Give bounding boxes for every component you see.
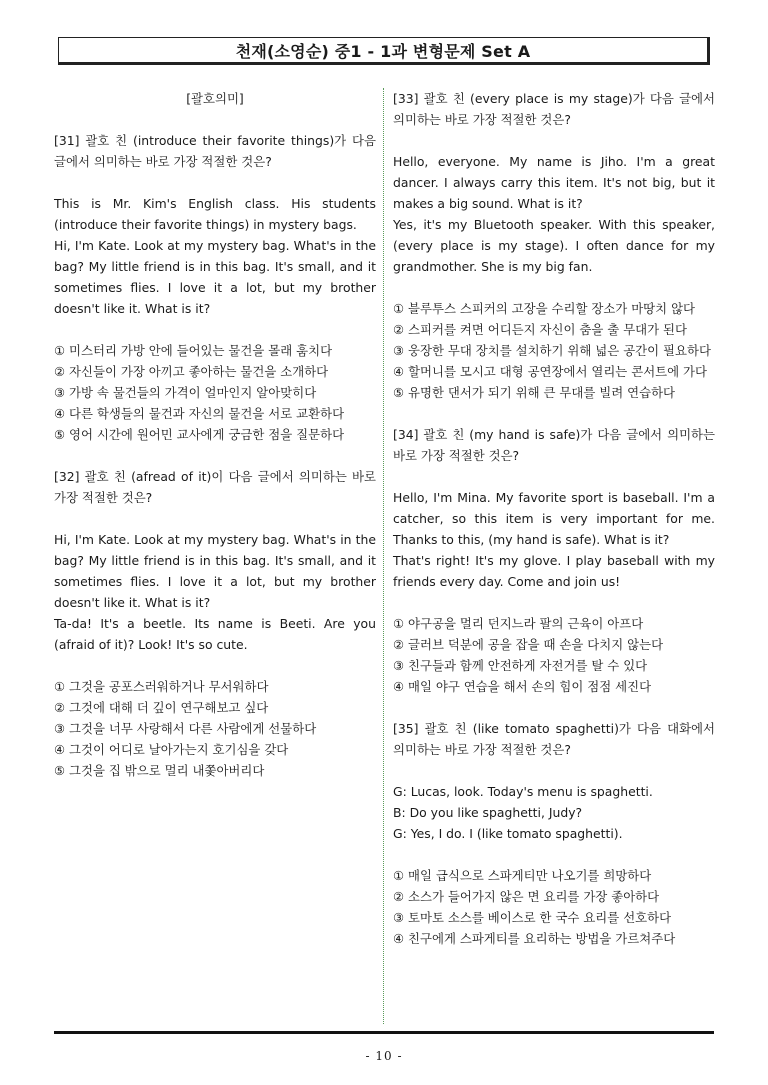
text-line: G: Lucas, look. Today's menu is spaghetti. [393,784,653,799]
text-line: ③ 그것을 너무 사랑해서 다른 사람에게 선물하다 [54,721,317,736]
text-line: ⑤ 영어 시간에 원어민 교사에게 궁금한 점을 질문하다 [54,427,345,442]
text-line: Hello, I'm Mina. My favorite sport is baseball. I'm a catcher, so this item is very important for me. Thanks to this, (my hand is safe). What is it? [393,490,715,547]
text-line: ③ 토마토 소스를 베이스로 한 국수 요리를 선호하다 [393,910,672,925]
left-column [54,88,376,781]
text-line: G: Yes, I do. I (like tomato spaghetti). [393,826,623,841]
text-line: ① 야구공을 멀리 던지느라 팔의 근육이 아프다 [393,616,644,631]
text-line: [34] 괄호 친 (my hand is safe)가 다음 글에서 의미하는 바로 가장 적절한 것은? [393,427,715,463]
spacer [393,697,715,718]
text-line: ① 미스터리 가방 안에 들어있는 물건을 몰래 훔치다 [54,343,333,358]
text-line: ⑤ 유명한 댄서가 되기 위해 큰 무대를 빌려 연습하다 [393,385,676,400]
text-line: ① 그것을 공포스러워하거나 무서워하다 [54,679,269,694]
text-line: ④ 그것이 어디로 날아가는지 호기심을 갖다 [54,742,289,757]
text-line: Hi, I'm Kate. Look at my mystery bag. What's in the bag? My little friend is in this bag. It's small, and it sometimes flies. I love it a lot, but my brother doesn't like it. What is it? [54,238,376,316]
right-column [393,88,715,949]
text-line: This is Mr. Kim's English class. His students (introduce their favorite things) in mystery bags. [54,196,376,232]
page-title: 천재(소영순) 중1 - 1과 변형문제 Set A [235,41,531,61]
text-line: ② 스피커를 켜면 어디든지 자신이 춤을 출 무대가 된다 [393,322,687,337]
column-divider [383,88,384,1024]
text-line: [32] 괄호 친 (afread of it)이 다음 글에서 의미하는 바로 가장 적절한 것은? [54,469,376,505]
section-heading: [괄호의미] [186,91,244,106]
spacer [54,109,376,130]
spacer [54,508,376,529]
text-line: ③ 웅장한 무대 장치를 설치하기 위해 넓은 공간이 필요하다 [393,343,711,358]
spacer [393,844,715,865]
page-header [58,37,710,65]
text-line: Yes, it's my Bluetooth speaker. With this speaker, (every place is my stage). I often dance for my grandmother. She is my big fan. [393,217,715,274]
spacer [54,655,376,676]
text-line: ① 매일 급식으로 스파게티만 나오기를 희망하다 [393,868,652,883]
text-line: ② 소스가 들어가지 않은 면 요리를 가장 좋아하다 [393,889,660,904]
spacer [393,277,715,298]
spacer [54,445,376,466]
text-line: ③ 가방 속 물건들의 가격이 얼마인지 알아맞히다 [54,385,317,400]
text-line: ② 자신들이 가장 아끼고 좋아하는 물건을 소개하다 [54,364,329,379]
text-line: B: Do you like spaghetti, Judy? [393,805,583,820]
text-line: ④ 친구에게 스파게티를 요리하는 방법을 가르쳐주다 [393,931,676,946]
text-line: Hello, everyone. My name is Jiho. I'm a great dancer. I always carry this item. It's not big, but it makes a big sound. What is it? [393,154,715,211]
text-line: ④ 다른 학생들의 물건과 자신의 물건을 서로 교환하다 [54,406,345,421]
spacer [393,403,715,424]
text-line: [31] 괄호 친 (introduce their favorite things)가 다음 글에서 의미하는 바로 가장 적절한 것은? [54,133,376,169]
spacer [393,592,715,613]
text-line: ④ 매일 야구 연습을 해서 손의 힘이 점점 세진다 [393,679,652,694]
footer-rule [54,1031,714,1034]
spacer [393,130,715,151]
spacer [54,172,376,193]
text-line: ① 블루투스 스피커의 고장을 수리할 장소가 마땅치 않다 [393,301,696,316]
spacer [393,466,715,487]
text-line: ④ 할머니를 모시고 대형 공연장에서 열리는 콘서트에 가다 [393,364,707,379]
text-line: [35] 괄호 친 (like tomato spaghetti)가 다음 대화에서 의미하는 바로 가장 적절한 것은? [393,721,715,757]
text-line: That's right! It's my glove. I play baseball with my friends every day. Come and join us! [393,553,715,589]
text-line: Hi, I'm Kate. Look at my mystery bag. What's in the bag? My little friend is in this bag. It's small, and it sometimes flies. I love it a lot, but my brother doesn't like it. What is it? [54,532,376,610]
text-line: ③ 친구들과 함께 안전하게 자전거를 탈 수 있다 [393,658,648,673]
page-number: - 10 - [365,1049,403,1063]
text-line: ② 글러브 덕분에 공을 잡을 때 손을 다치지 않는다 [393,637,664,652]
spacer [393,760,715,781]
text-line: ② 그것에 대해 더 깊이 연구해보고 싶다 [54,700,269,715]
spacer [54,319,376,340]
text-line: [33] 괄호 친 (every place is my stage)가 다음 글에서 의미하는 바로 가장 적절한 것은? [393,91,715,127]
text-line: Ta-da! It's a beetle. Its name is Beeti. Are you (afraid of it)? Look! It's so cute. [54,616,376,652]
text-line: ⑤ 그것을 집 밖으로 멀리 내쫓아버리다 [54,763,265,778]
